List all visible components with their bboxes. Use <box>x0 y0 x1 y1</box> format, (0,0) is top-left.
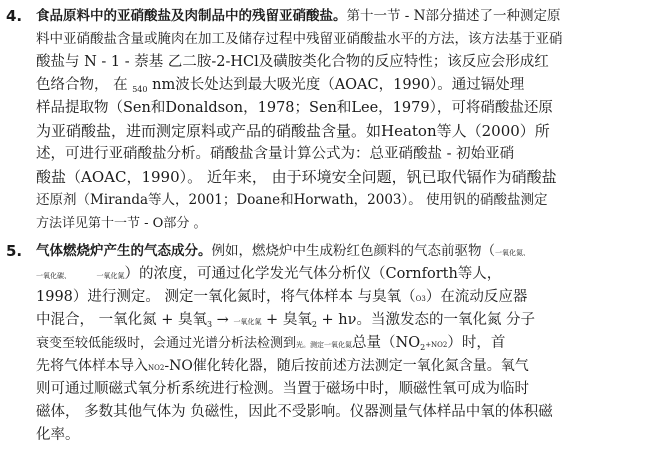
paragraph-line: 衰变至较低能级时，会通过光谱分析法检测到光。测定一氧化氮总量$(NO_2+NO2)$时，首 <box>36 335 506 352</box>
section-number: 5. <box>6 242 23 260</box>
paragraph-line: 还原剂（Miranda等人，2001；Doane和Horwath，2003）。 使用钒的硝酸盐测定 <box>36 192 548 208</box>
paragraph-line: 化率。 <box>36 427 80 443</box>
paragraph-line: 先将气体样本导入NO2-NO催化转化器，随后按前述方法测定一氧化氮含量。氧气 <box>36 358 529 374</box>
paragraph-line: 酸盐与 N - 1 - 萘基 乙二胺-2-HCl及磺胺类化合物的反应特性；该反应会形成红 <box>36 54 549 70</box>
section-4 <box>6 5 642 235</box>
paragraph-line: 一氧化碳、 一氧化氮）的浓度，可通过化学发光气体分析仪（Cornforth等人， <box>36 266 502 282</box>
paragraph-line: 样品提取物（Sen和Donaldson，1978；Sen和Lee，1979），可将硝酸盐还原 <box>36 100 553 116</box>
reaction-equation: 中混合， 一氧化氮 + 臭氧$_3$ → 一氧化氮 + 臭氧$_2$ + hν。当激发态的一氧化氮 分子 <box>36 312 536 329</box>
paragraph-line: 磁体， 多数其他气体为 负磁性，因此不受影响。仪器测量气体样品中氧的体积磁 <box>36 404 553 420</box>
section-number: 4. <box>6 7 23 25</box>
paragraph-line: 为亚硝酸盐，进而测定原料或产品的硝酸盐含量。如Heaton等人（2000）所 <box>36 122 550 140</box>
paragraph-line: 则可通过顺磁式氧分析系统进行检测。当置于磁场中时，顺磁性氧可成为临时 <box>36 381 529 397</box>
paragraph-line: 料中亚硝酸盐含量或腌肉在加工及储存过程中残留亚硝酸盐水平的方法，该方法基于亚硝 <box>36 31 563 47</box>
paragraph-line: 述，可进行亚硝酸盐分析。硝酸盐含量计算公式为：总亚硝酸盐 - 初始亚硝 <box>36 146 515 162</box>
paragraph-line: 气体燃烧炉产生的气态成分。例如，燃烧炉中生成粉红色颜料的气态前驱物（一氧化氮、 <box>36 243 530 259</box>
paragraph-line: 方法详见第十一节 - O部分 。 <box>36 216 207 231</box>
paragraph-line: 酸盐（AOAC，1990）。 近年来， 由于环境安全问题，钒已取代镉作为硝酸盐 <box>36 168 557 186</box>
paragraph-line: 1998）进行测定。 测定一氧化氮时，将气体样本 与臭氧（O3）在流动反应器 <box>36 289 528 305</box>
section-heading: 食品原料中的亚硝酸盐及肉制品中的残留亚硝酸盐。 <box>36 8 347 24</box>
section-5 <box>6 240 642 447</box>
paragraph-line: 食品原料中的亚硝酸盐及肉制品中的残留亚硝酸盐。第十一节 - N部分描述了一种测定原 <box>36 8 561 24</box>
wavelength-value: 540 <box>132 85 148 94</box>
section-heading: 气体燃烧炉产生的气态成分。 <box>36 243 212 259</box>
paragraph-line: 色络合物， 在 $_{540}$ nm波长处达到最大吸光度（AOAC，1990）。通过镉处理 <box>36 77 525 94</box>
